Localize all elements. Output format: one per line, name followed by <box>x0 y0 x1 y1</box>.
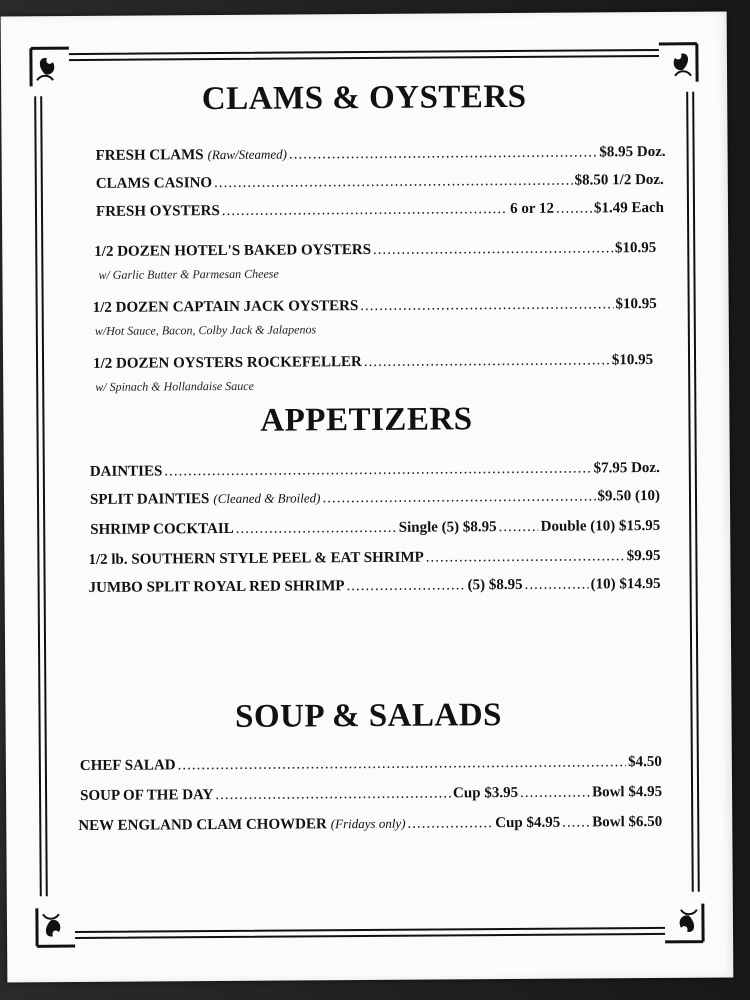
item-name: 1/2 DOZEN OYSTERS ROCKEFELLER <box>93 354 362 372</box>
item-price: $10.95 <box>615 295 657 313</box>
menu-page <box>1 11 734 982</box>
item-name: NEW ENGLAND CLAM CHOWDER <box>78 816 327 835</box>
item-name: 1/2 lb. SOUTHERN STYLE PEEL & EAT SHRIMP <box>88 549 424 568</box>
fleur-corner-bottom-right-icon <box>661 900 707 946</box>
item-price: (10) $14.95 <box>590 575 661 593</box>
item-price: Bowl $4.95 <box>591 783 663 801</box>
item-name: JUMBO SPLIT ROYAL RED SHRIMP <box>88 578 345 596</box>
item-name: 1/2 DOZEN CAPTAIN JACK OYSTERS <box>92 298 359 316</box>
item-note: (Raw/Steamed) <box>207 146 288 163</box>
item-price: $10.95 <box>614 239 657 257</box>
item-name: CLAMS CASINO <box>95 175 213 192</box>
item-price: $9.50 (10) <box>597 487 661 505</box>
item-name: DAINTIES <box>89 463 163 480</box>
item-name: SHRIMP COCKTAIL <box>90 520 234 538</box>
item-note: (Fridays only) <box>330 815 406 832</box>
item-price: $10.95 <box>611 351 654 369</box>
item-description: w/Hot Sauce, Bacon, Colby Jack & Jalapenos <box>94 322 317 338</box>
item-note: (Cleaned & Broiled) <box>213 490 321 507</box>
item-name: SPLIT DAINTIES <box>89 491 210 508</box>
item-price: $1.49 Each <box>593 199 665 217</box>
item-name: FRESH OYSTERS <box>95 203 220 220</box>
item-price: $8.95 Doz. <box>599 143 666 161</box>
item-description: w/ Spinach & Hollandaise Sauce <box>95 378 254 394</box>
item-name: FRESH CLAMS <box>95 147 204 164</box>
item-price: $7.95 Doz. <box>593 459 660 477</box>
section-title-clams-oysters: CLAMS & OYSTERS <box>201 78 527 118</box>
item-option: Single (5) $8.95 <box>398 519 497 536</box>
item-description: w/ Garlic Butter & Parmesan Cheese <box>98 266 279 282</box>
item-option: 6 or 12 <box>510 200 555 217</box>
item-option: Cup $3.95 <box>452 784 519 802</box>
item-option: Cup $4.95 <box>495 814 561 832</box>
item-name: SOUP OF THE DAY <box>80 787 214 805</box>
item-price: $4.50 <box>628 753 662 771</box>
item-price: $9.95 <box>626 547 661 565</box>
item-option: (5) $8.95 <box>467 576 523 594</box>
item-name: 1/2 DOZEN HOTEL'S BAKED OYSTERS <box>94 241 372 260</box>
section-title-appetizers: APPETIZERS <box>260 401 473 439</box>
item-price: Bowl $6.50 <box>592 813 663 831</box>
item-price: Double (10) $15.95 <box>540 517 661 535</box>
item-name: CHEF SALAD <box>79 757 176 775</box>
item-price: $8.50 1/2 Doz. <box>574 171 664 189</box>
fleur-corner-bottom-left-icon <box>33 904 79 950</box>
section-title-soup-salads: SOUP & SALADS <box>234 697 503 735</box>
